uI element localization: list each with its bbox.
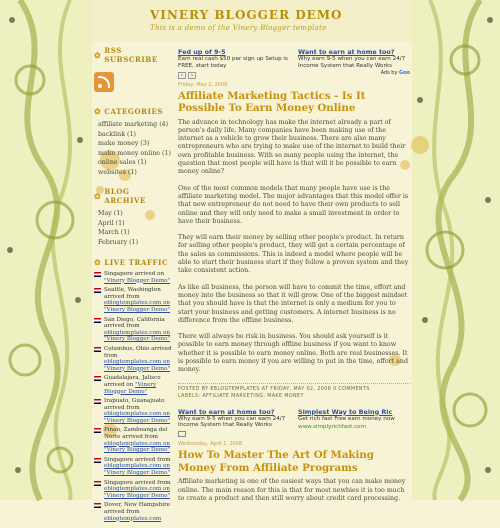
traffic-place: Singapore arrived on — [104, 271, 165, 277]
traffic-entry — [94, 427, 174, 453]
post-paragraph: One of the most common models that many people have use is the affiliate marketing model. The major advantages that this model offer is that new entrepreneur do not need to have their own products to sell online and they will only need to make a small investment in order to have their business. — [178, 184, 409, 225]
category-link[interactable]: make money (3) — [98, 140, 150, 147]
archive-list — [94, 209, 174, 247]
archive-month-link[interactable]: February (1) — [98, 238, 139, 246]
blog-description: This is a demo of the Vinery Blogger template — [150, 24, 327, 32]
category-link[interactable]: online sales (1) — [98, 159, 147, 166]
traffic-section — [94, 257, 174, 522]
country-flag-icon — [94, 318, 101, 323]
post-paragraph: As like all business, the person will have to commit the time, effort and money into the business so that it will grow. One of the biggest mindset that you should have is that the internet is only a medium for you to start your business and getting customers. A internet business is no difference from the offline business. — [178, 283, 408, 324]
traffic-place: San Diego, California arrived from — [104, 316, 165, 330]
ad-block — [178, 408, 290, 438]
post-body — [178, 478, 410, 503]
post-title[interactable]: Affiliate Marketing Tactics - Is It Possible To Earn Money Online — [178, 89, 366, 115]
country-flag-icon — [94, 481, 101, 486]
traffic-place: Singapore arrived from — [104, 479, 171, 486]
categories-section — [94, 106, 174, 177]
category-link[interactable]: websites (1) — [98, 168, 137, 176]
main-content — [178, 48, 410, 511]
traffic-place: Columbus, Ohio arrived from — [104, 345, 172, 359]
ad-title-link[interactable]: Simplest Way to Being Ric — [298, 407, 393, 416]
post-body — [178, 119, 410, 375]
categories-heading: CATEGORIES — [104, 106, 164, 116]
traffic-place: Dover, New Hampshire arrived from — [104, 502, 171, 515]
traffic-place: Guadalajara, Jalisco arrived on — [104, 375, 161, 388]
country-flag-icon — [94, 428, 101, 433]
ad-text: Earn real cash $50 per sign up Setup is FREE, start today — [178, 56, 288, 69]
post-paragraph: They will earn their money by selling other people's product. In return for selling other people's product, they will get a certain percentage of the sales as commissions. This is indeed a model where people will be able to start their business start if they follow a proven system and they take consistent action. — [178, 234, 409, 275]
traffic-feed — [94, 271, 174, 522]
traffic-entry — [94, 287, 174, 313]
post-paragraph: Affiliate marketing is one of the easiest ways that you can make money online. The main reason for this is that for most newbies it is too much to create a product and then still worry about credit card processing. — [178, 478, 406, 502]
archive-month-link[interactable]: April (1) — [98, 219, 125, 227]
ad-text: Why earn 9-5 when you can earn 24/7 Income System that Really Works — [178, 415, 286, 429]
ad-text: Why earn 9-5 when you can earn 24/7 Income System that Really Works — [298, 56, 406, 69]
traffic-link[interactable]: eblogtemplates.com — [104, 515, 162, 522]
country-flag-icon — [94, 458, 101, 463]
traffic-link[interactable]: eblogtemplates.com on "Vinery Blogger Demo" — [104, 463, 171, 477]
traffic-entry — [94, 480, 174, 500]
blog-title[interactable]: VINERY BLOGGER DEMO — [150, 8, 343, 22]
ad-block — [178, 48, 290, 79]
sidebar — [94, 46, 174, 528]
ad-prev-arrow-icon[interactable]: ‹ — [178, 72, 186, 79]
post-paragraph: There will always be risk in business. You should ask yourself is it possible to earn money through offline business if you want to know whether it is possible to earn money online. Both are real businesses. It is possible to earn money if you are willing to put in the time, effort and money. — [178, 333, 409, 374]
traffic-entry — [94, 346, 174, 372]
country-flag-icon — [94, 288, 101, 293]
flower-bullet-icon: ✿ — [94, 191, 102, 201]
archive-heading: BLOG ARCHIVE — [104, 187, 146, 205]
country-flag-icon — [94, 503, 101, 508]
rss-heading: RSS SUBSCRIBE — [104, 46, 158, 64]
traffic-link[interactable]: eblogtemplates.com on "Vinery Blogger Demo" — [104, 486, 171, 499]
traffic-heading: LIVE TRAFFIC — [104, 257, 169, 267]
post-title[interactable]: How To Master The Art Of Making Money From Affiliate Programs — [178, 449, 374, 474]
archive-month-link[interactable]: May (1) — [98, 210, 123, 217]
traffic-entry — [94, 317, 174, 343]
ad-block — [298, 408, 410, 438]
country-flag-icon — [94, 376, 101, 381]
post-labels[interactable]: AFFILIATE MARKETING, MAKE MONEY — [202, 393, 304, 399]
traffic-entry — [94, 398, 174, 424]
category-link[interactable]: make money online (1) — [98, 149, 171, 157]
traffic-entry — [94, 502, 174, 522]
traffic-place: Irapuato, Guanajuato arrived from — [104, 398, 165, 411]
post-date: Wednesday, April 1, 2008 — [178, 441, 243, 448]
country-flag-icon — [94, 399, 101, 404]
country-flag-icon — [94, 272, 101, 277]
labels-prefix: LABELS: — [178, 393, 201, 399]
traffic-link[interactable]: eblogtemplates.com on "Vinery Blogger Demo" — [104, 300, 171, 313]
ad-title-link[interactable]: Fed up of 9-5 — [178, 48, 226, 56]
flower-bullet-icon: ✿ — [94, 257, 102, 267]
traffic-entry — [94, 457, 174, 477]
ad-text: Get rich fast Free earn money now — [298, 415, 395, 422]
traffic-place: Seattle, Washington arrived from — [104, 287, 161, 300]
traffic-link[interactable]: eblogtemplates.com on "Vinery Blogger Demo" — [104, 440, 171, 454]
ad-block — [298, 48, 410, 79]
traffic-link[interactable]: "Vinery Blogger Demo" — [104, 381, 157, 395]
traffic-place: Singapore arrived from — [104, 456, 171, 463]
post-date: Friday, May 2, 2008 — [178, 81, 228, 88]
category-link[interactable]: affiliate marketing (4) — [98, 121, 169, 128]
ad-next-arrow-icon[interactable]: › — [188, 72, 196, 79]
ad-url[interactable]: www.simplyrichfast.com — [298, 424, 367, 431]
traffic-entry — [94, 271, 174, 284]
traffic-link[interactable]: "Vinery Blogger Demo" — [104, 277, 171, 284]
email-icon[interactable] — [178, 431, 186, 437]
rss-section — [94, 46, 174, 92]
traffic-entry — [94, 375, 174, 395]
post-footer — [178, 383, 410, 400]
blog-header — [150, 8, 410, 32]
traffic-link[interactable]: eblogtemplates.com on "Vinery Blogger Demo" — [104, 411, 171, 424]
category-link[interactable]: backlink (1) — [98, 130, 136, 138]
flower-bullet-icon: ✿ — [94, 106, 102, 116]
archive-section — [94, 187, 174, 247]
ad-nav — [178, 72, 290, 79]
traffic-link[interactable]: eblogtemplates.com on "Vinery Blogger Demo" — [104, 329, 171, 343]
ad-title-link[interactable]: Want to earn at home too? — [298, 48, 395, 56]
ad-title-link[interactable]: Want to earn at home too? — [178, 407, 275, 416]
flower-bullet-icon: ✿ — [94, 50, 102, 60]
ad-row-middle — [178, 408, 410, 438]
post-paragraph: The advance in technology has make the internet already a part of person's daily life. Many companies have been making use of the internet as a vehicle to grow their business. There are also many entrepreneurs who are trying to make use of the internet to build their own profitable business. With so many people using the internet, the question that most people will have is that will it be possible to earn money online? — [178, 118, 406, 176]
categories-list — [94, 120, 174, 177]
country-flag-icon — [94, 347, 101, 352]
archive-month-link[interactable]: March (1) — [98, 229, 130, 236]
ads-by-google[interactable]: Ads by Goo — [380, 69, 410, 76]
rss-icon[interactable] — [94, 72, 114, 92]
post-meta[interactable]: POSTED BY EBLOGTEMPLATES AT FRIDAY, MAY 02, 2008 0 COMMENTS — [178, 386, 370, 392]
traffic-place: Pinan, Zamboanga del Norte arrived from — [104, 427, 168, 441]
traffic-link[interactable]: eblogtemplates.com on "Vinery Blogger Demo" — [104, 359, 171, 372]
ad-row-top — [178, 48, 410, 79]
